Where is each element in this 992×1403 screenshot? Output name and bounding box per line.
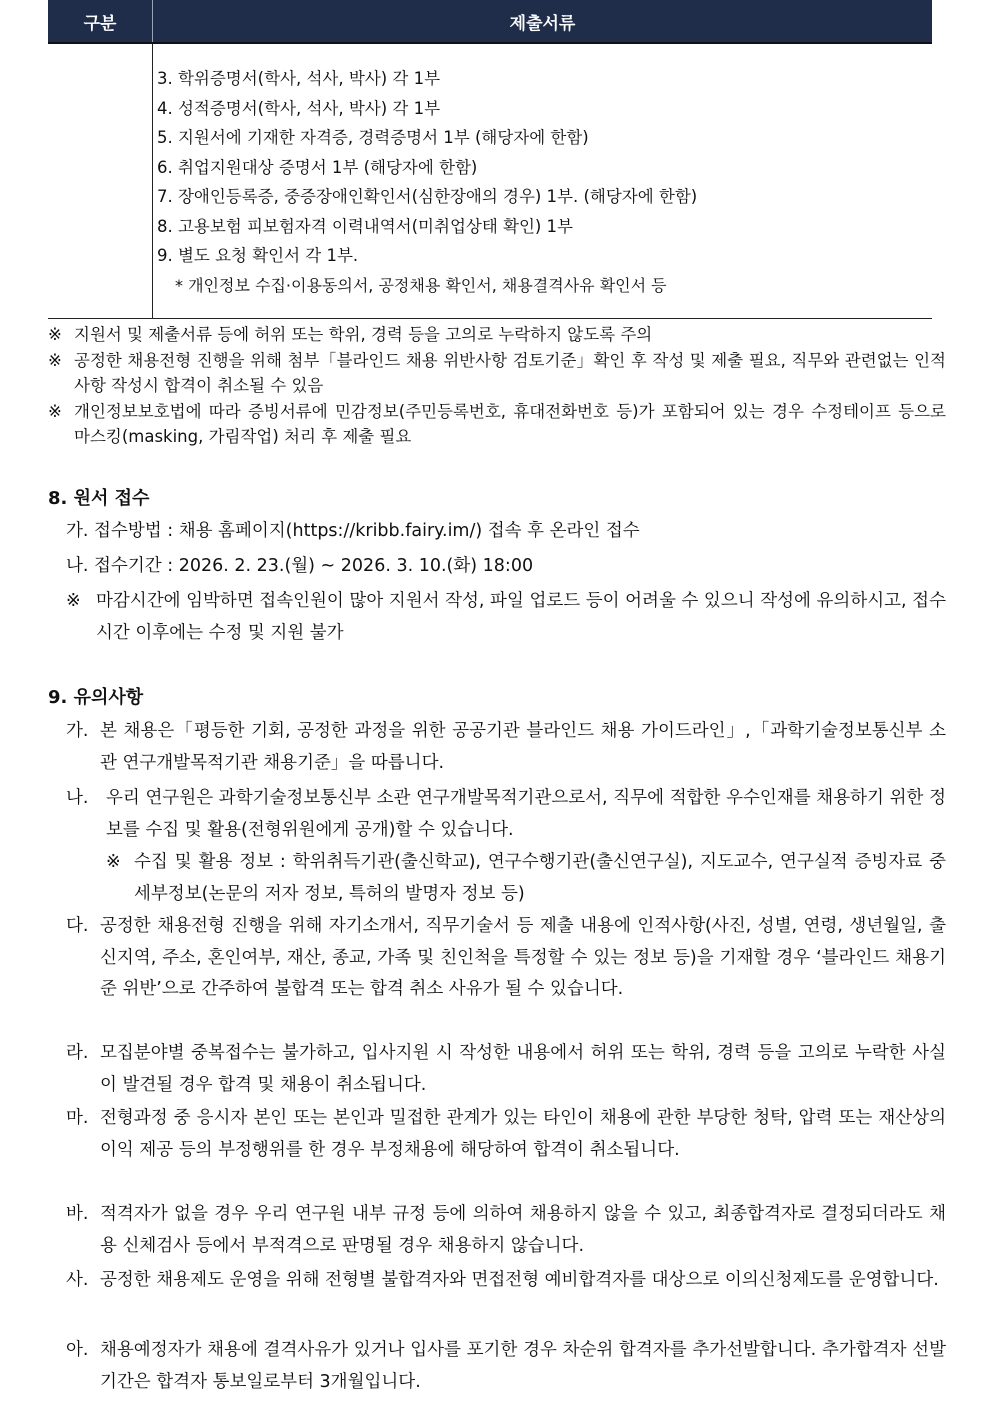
application-method	[66, 516, 946, 548]
document-item: 9. 별도 요청 확인서 각 1부.	[157, 246, 359, 265]
notice-label: 아.	[66, 1340, 89, 1360]
notice-item	[66, 1199, 946, 1262]
warning-mark: ※	[66, 591, 81, 611]
table-header	[48, 0, 932, 44]
note-mark: ※	[48, 401, 62, 421]
notice-item	[66, 1265, 946, 1297]
notice-label: 가.	[66, 721, 89, 741]
document-item: 8. 고용보험 피보험자격 이력내역서(미취업상태 확인) 1부	[157, 216, 573, 236]
submission-table	[48, 0, 932, 319]
notice-text: 적격자가 없을 경우 우리 연구원 내부 규정 등에 의하여 채용하지 않을 수 있고, 최종합격자로 결정되더라도 채용 신체검사 등에서 부적격으로 판명될 경우 채용하지 않습니다.	[100, 1204, 946, 1256]
document-item: 4. 성적증명서(학사, 석사, 박사) 각 1부	[157, 98, 441, 118]
method-label: 가. 접수방법 :	[66, 521, 174, 541]
table-row	[48, 44, 932, 319]
notice-item	[66, 716, 946, 779]
note-item	[48, 322, 946, 348]
notice-label: ※	[106, 852, 121, 872]
notice-label: 다.	[66, 916, 89, 936]
header-documents: 제출서류	[509, 13, 576, 34]
application-period	[66, 551, 946, 583]
method-text: 채용 홈페이지(https://kribb.fairy.im/) 접속 후 온라인 접수	[178, 521, 640, 541]
notice-subnote	[106, 847, 946, 910]
document-item: 7. 장애인등록증, 중증장애인확인서(심한장애의 경우) 1부. (해당자에 한함)	[157, 187, 698, 206]
warning-text: 마감시간에 임박하면 접속인원이 많아 지원서 작성, 파일 업로드 등이 어려울 수 있으니 작성에 유의하시고, 접수시간 이후에는 수정 및 지원 불가	[96, 591, 946, 643]
documents-cell	[153, 44, 932, 318]
notice-label: 라.	[66, 1043, 89, 1063]
note-text: 개인정보보호법에 따라 증빙서류에 민감정보(주민등록번호, 휴대전화번호 등)가 포함되어 있는 경우 수정테이프 등으로 마스킹(masking, 가림작업) 처리 후 제출 필요	[74, 401, 946, 446]
notice-text: 본 채용은「평등한 기회, 공정한 과정을 위한 공공기관 블라인드 채용 가이드라인」,「과학기술정보통신부 소관 연구개발목적기관 채용기준」을 따릅니다.	[100, 721, 946, 773]
notice-text: 모집분야별 중복접수는 불가하고, 입사지원 시 작성한 내용에서 허위 또는 학위, 경력 등을 고의로 누락한 사실이 발견될 경우 합격 및 채용이 취소됩니다.	[100, 1043, 946, 1095]
notice-text: 공정한 채용제도 운영을 위해 전형별 불합격자와 면접전형 예비합격자를 대상으로 이의신청제도를 운영합니다.	[100, 1270, 939, 1290]
notice-item	[66, 783, 946, 846]
notice-label: 나.	[66, 788, 89, 808]
notice-text: 우리 연구원은 과학기술정보통신부 소관 연구개발목적기관으로서, 직무에 적합한 우수인재를 채용하기 위한 정보를 수집 및 활용(전형위원에게 공개)할 수 있습니다.	[106, 788, 946, 840]
notice-item	[66, 1103, 946, 1166]
notice-label: 사.	[66, 1270, 89, 1290]
submission-notes	[48, 322, 946, 450]
note-item	[48, 348, 946, 399]
notice-item	[66, 1335, 946, 1398]
notice-label: 바.	[66, 1204, 89, 1224]
note-mark: ※	[48, 325, 62, 344]
section-8-title: 8. 원서 접수	[48, 488, 150, 509]
notice-item	[66, 911, 946, 1006]
document-note: * 개인정보 수집·이용동의서, 공정채용 확인서, 채용결격사유 확인서 등	[175, 275, 667, 295]
period-label: 나. 접수기간 :	[66, 556, 174, 576]
notice-text: 공정한 채용전형 진행을 위해 자기소개서, 직무기술서 등 제출 내용에 인적사항(사진, 성별, 연령, 생년월일, 출신지역, 주소, 혼인여부, 재산, 종교, 가족 및 친인척을 특정할 수 있는 정보 등)을 기재할 경우 ‘블라인드 채용기준 위반’으로 간주하여 불합격 또는 합격 취소 사유가 될 수 있습니다.	[100, 916, 946, 999]
note-text: 공정한 채용전형 진행을 위해 첨부「블라인드 채용 위반사항 검토기준」확인 후 작성 및 제출 필요, 직무와 관련없는 인적사항 작성시 합격이 취소될 수 있음	[74, 350, 946, 395]
notice-item	[66, 1038, 946, 1101]
deadline-warning	[66, 586, 946, 649]
notice-text: 수집 및 활용 정보 : 학위취득기관(출신학교), 연구수행기관(출신연구실), 지도교수, 연구실적 증빙자료 중 세부정보(논문의 저자 정보, 특허의 발명자 정보 등)	[134, 852, 946, 904]
section-9-title: 9. 유의사항	[48, 687, 144, 708]
note-item	[48, 399, 946, 450]
document-item: 6. 취업지원대상 증명서 1부 (해당자에 한함)	[157, 157, 478, 177]
period-text: 2026. 2. 23.(월) ~ 2026. 3. 10.(화) 18:00	[178, 556, 534, 576]
document-item: 5. 지원서에 기재한 자격증, 경력증명서 1부 (해당자에 한함)	[157, 128, 589, 147]
category-cell	[48, 44, 153, 318]
note-text: 지원서 및 제출서류 등에 허위 또는 학위, 경력 등을 고의로 누락하지 않도록 주의	[74, 325, 653, 344]
header-category: 구분	[48, 0, 153, 42]
notice-text: 채용예정자가 채용에 결격사유가 있거나 입사를 포기한 경우 차순위 합격자를 추가선발합니다. 추가합격자 선발기간은 합격자 통보일로부터 3개월입니다.	[100, 1340, 946, 1392]
document-item: 3. 학위증명서(학사, 석사, 박사) 각 1부	[157, 69, 441, 88]
notice-text: 전형과정 중 응시자 본인 또는 본인과 밀접한 관계가 있는 타인이 채용에 관한 부당한 청탁, 압력 또는 재산상의 이익 제공 등의 부정행위를 한 경우 부정채용에 해당하여 합격이 취소됩니다.	[100, 1108, 946, 1160]
notice-label: 마.	[66, 1108, 89, 1128]
note-mark: ※	[48, 350, 62, 370]
